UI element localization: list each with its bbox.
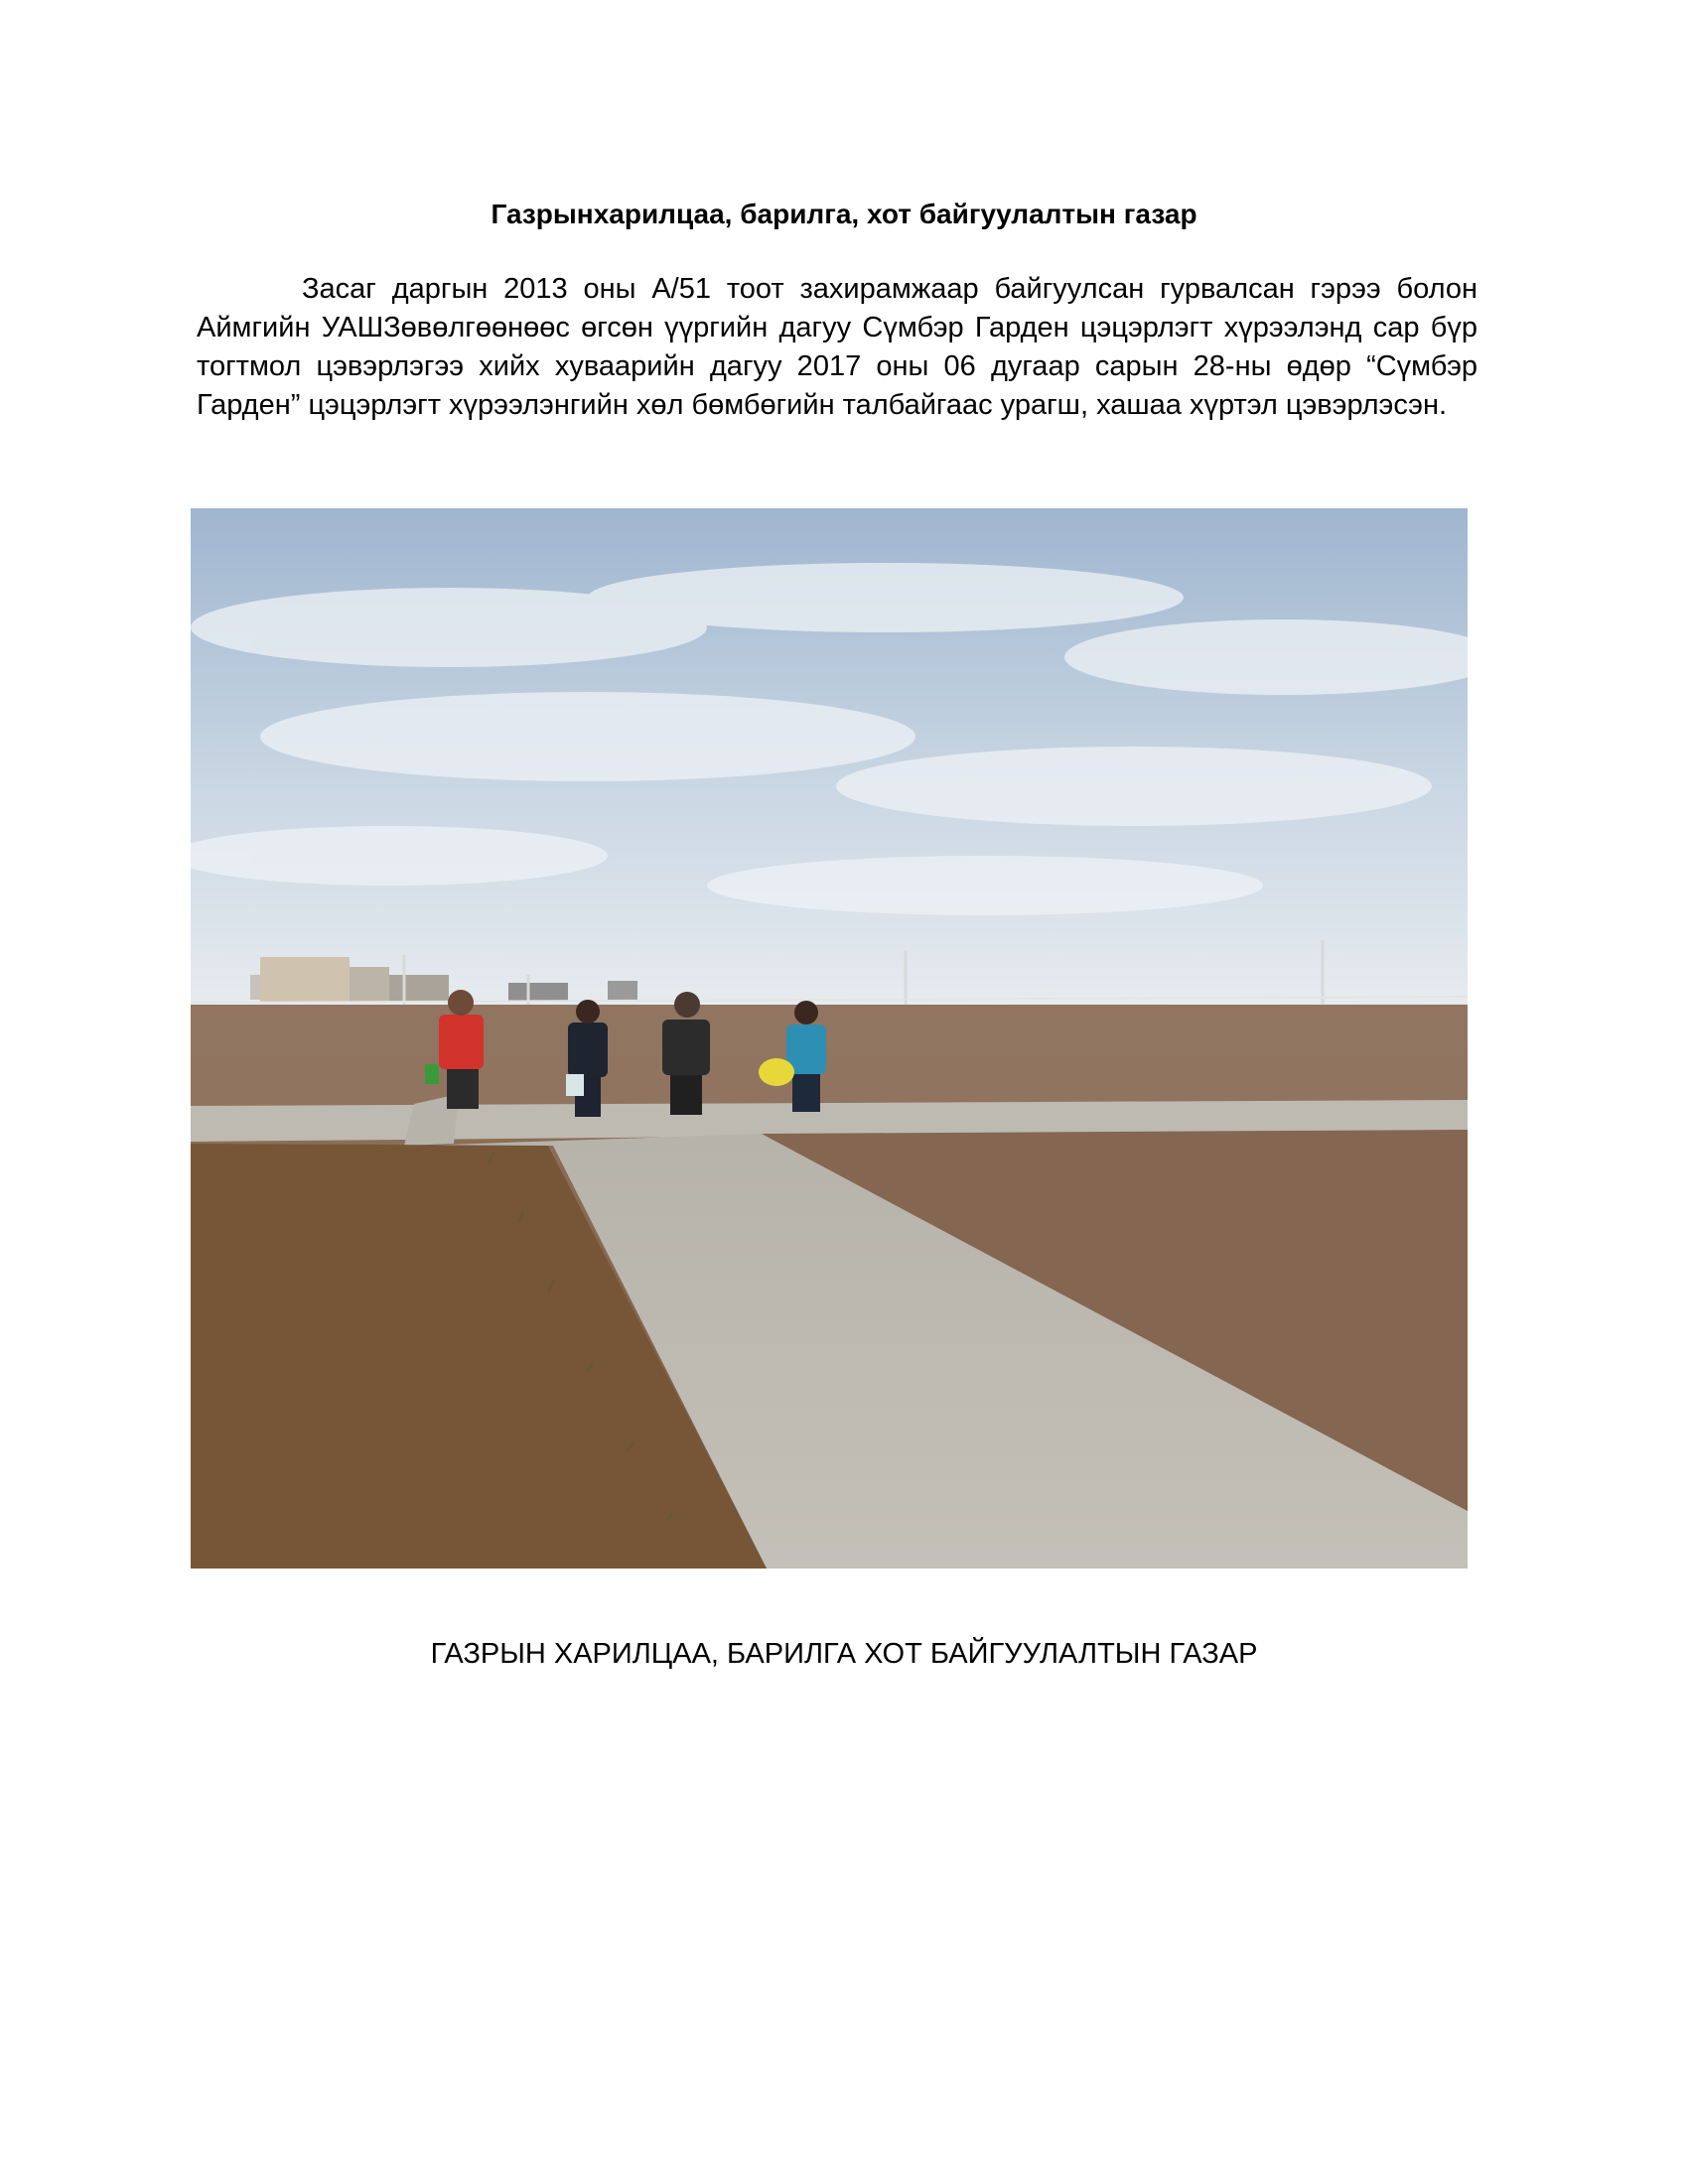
body-paragraph: Засаг даргын 2013 оны А/51 тоот захирамжаар байгуулсан гурвалсан гэрээ болон Аймгийн УАШЗөвөлгөөнөөс өгсөн үүргийн дагуу Сүмбэр Гарден цэцэрлэгт хүрээлэнд сар бүр тогтмол цэвэрлэгээ хийх хуваарийн дагуу 2017 оны 06 дугаар сарын 28-ны өдөр “Сүмбэр Гарден” цэцэрлэгт хүрээлэнгийн хөл бөмбөгийн талбайгаас урагш, хашаа хүртэл цэвэрлэсэн. <box>197 273 1477 421</box>
photo-cleanup-park <box>191 508 1468 1569</box>
footer-caption: ГАЗРЫН ХАРИЛЦАА, БАРИЛГА ХОТ БАЙГУУЛАЛТЫН ГАЗАР <box>430 1638 1258 1670</box>
photo-illustration <box>191 508 1468 1569</box>
page-title: Газрынхарилцаа, барилга, хот байгуулалтын газар <box>491 199 1197 229</box>
